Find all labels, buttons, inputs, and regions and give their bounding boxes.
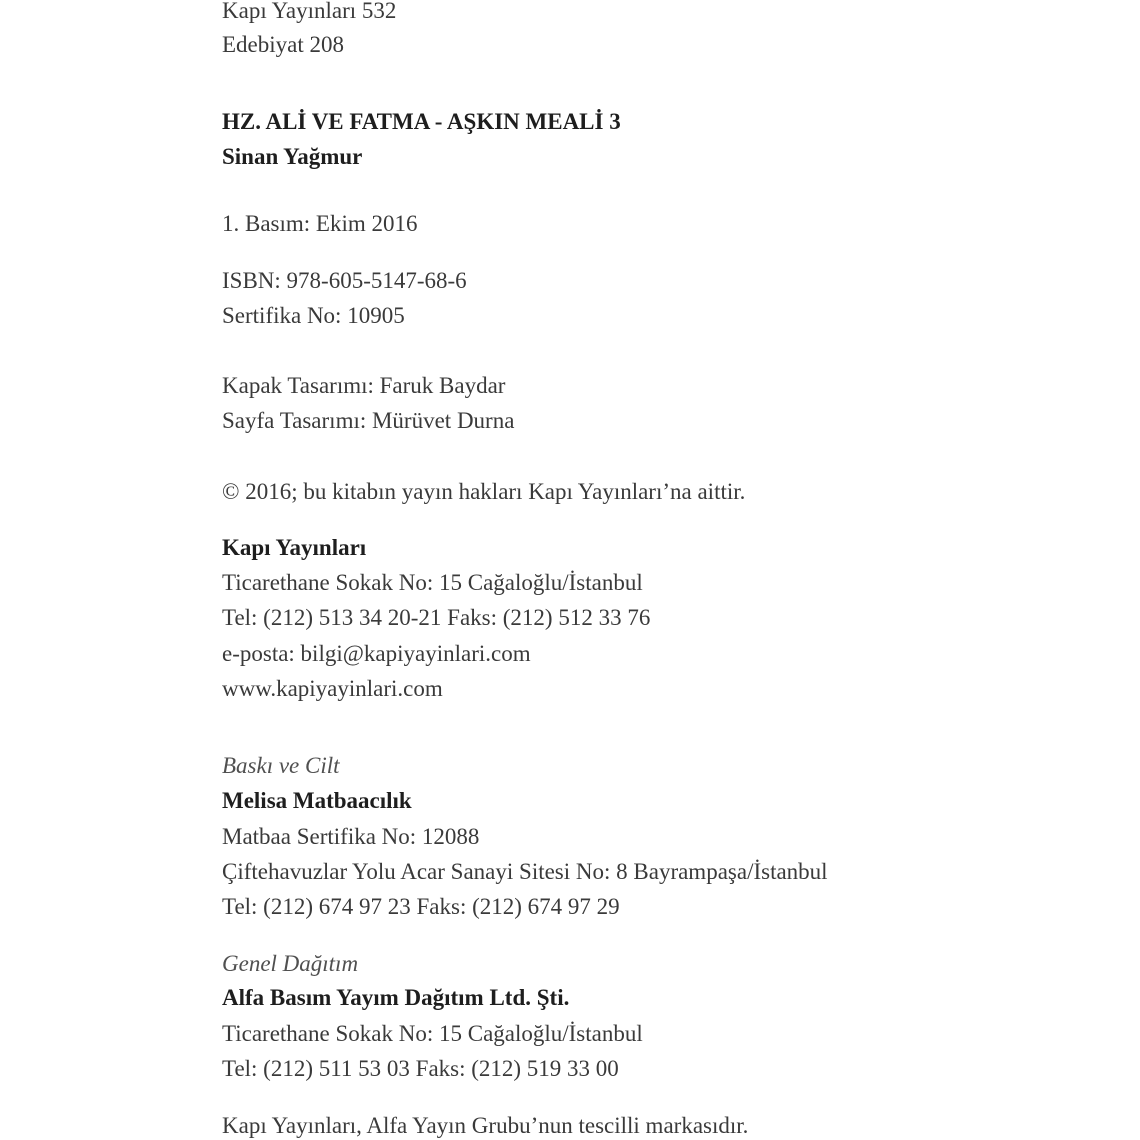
publisher-series-number: Kapı Yayınları 532 <box>222 0 397 23</box>
publisher-phone: Tel: (212) 513 34 20-21 Faks: (212) 512 33 76 <box>222 605 651 630</box>
book-title: HZ. ALİ VE FATMA - AŞKIN MEALİ 3 <box>222 109 621 134</box>
publisher-website: www.kapiyayinlari.com <box>222 676 443 701</box>
isbn: ISBN: 978-605-5147-68-6 <box>222 268 467 293</box>
printer-address: Çiftehavuzlar Yolu Acar Sanayi Sitesi No: 8 Bayrampaşa/İstanbul <box>222 859 828 884</box>
page-design-credit: Sayfa Tasarımı: Mürüvet Durna <box>222 408 515 433</box>
publisher-email: e-posta: bilgi@kapiyayinlari.com <box>222 641 531 666</box>
printer-phone: Tel: (212) 674 97 23 Faks: (212) 674 97 29 <box>222 894 620 919</box>
distributor-name: Alfa Basım Yayım Dağıtım Ltd. Şti. <box>222 985 570 1010</box>
publisher-name: Kapı Yayınları <box>222 535 367 560</box>
edition-info: 1. Basım: Ekim 2016 <box>222 211 418 236</box>
printer-certificate: Matbaa Sertifika No: 12088 <box>222 824 480 849</box>
copyright-notice: © 2016; bu kitabın yayın hakları Kapı Yayınları’na aittir. <box>222 479 746 504</box>
book-author: Sinan Yağmur <box>222 144 363 169</box>
certificate-number: Sertifika No: 10905 <box>222 303 405 328</box>
distributor-phone: Tel: (212) 511 53 03 Faks: (212) 519 33 00 <box>222 1056 619 1081</box>
printer-name: Melisa Matbaacılık <box>222 788 412 813</box>
distributor-address: Ticarethane Sokak No: 15 Cağaloğlu/İstanbul <box>222 1021 643 1046</box>
publisher-address: Ticarethane Sokak No: 15 Cağaloğlu/İstanbul <box>222 570 643 595</box>
printing-label: Baskı ve Cilt <box>222 753 340 778</box>
distribution-label: Genel Dağıtım <box>222 951 359 976</box>
trademark-notice: Kapı Yayınları, Alfa Yayın Grubu’nun tescilli markasıdır. <box>222 1113 749 1138</box>
cover-design-credit: Kapak Tasarımı: Faruk Baydar <box>222 373 506 398</box>
category-series-number: Edebiyat 208 <box>222 32 344 57</box>
